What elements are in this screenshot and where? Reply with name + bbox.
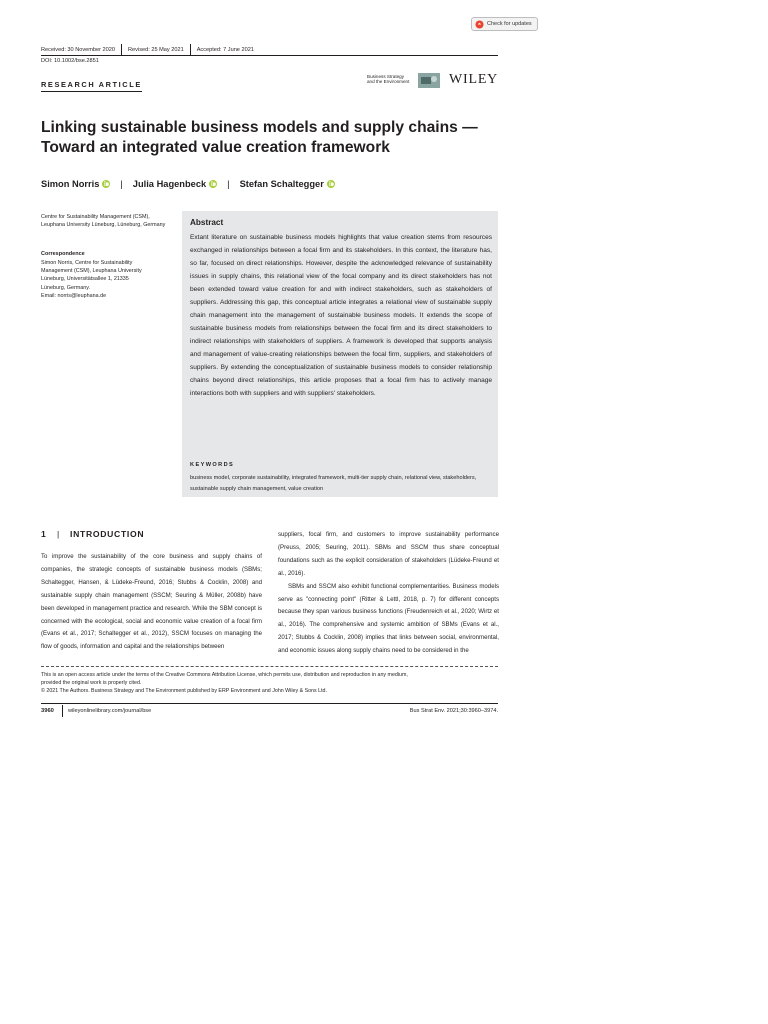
body-column-left bbox=[41, 551, 262, 654]
date-divider bbox=[190, 44, 191, 55]
journal-name-line1: Business Strategy bbox=[367, 74, 405, 79]
journal-logo bbox=[367, 73, 440, 88]
orcid-icon[interactable] bbox=[102, 180, 110, 188]
affiliation: Centre for Sustainability Management (CSM), Leuphana University Lüneburg, Lüneburg, Germany bbox=[41, 214, 166, 229]
section-number: 1 bbox=[41, 529, 46, 539]
article-type: RESEARCH ARTICLE bbox=[41, 80, 142, 89]
copyright-line: © 2021 The Authors. Business Strategy and The Environment published by ERP Environment and John Wiley & Sons Ltd. bbox=[41, 688, 327, 695]
journal-name bbox=[367, 74, 409, 84]
abstract-heading: Abstract bbox=[190, 218, 224, 227]
citation: Bus Strat Env. 2021;30:3960–3974. bbox=[409, 708, 498, 714]
correspondence-line: Simon Norris, Centre for Sustainability bbox=[41, 260, 133, 266]
accepted-date: Accepted: 7 June 2021 bbox=[196, 46, 254, 53]
article-dates bbox=[41, 44, 254, 55]
license-line: provided the original work is properly cited. bbox=[41, 680, 142, 687]
revised-date: Revised: 25 May 2021 bbox=[128, 46, 184, 53]
footer-divider bbox=[62, 705, 63, 717]
author-name[interactable]: Stefan Schaltegger bbox=[239, 179, 324, 189]
article-title: Linking sustainable business models and supply chains — Toward an integrated value creation framework bbox=[41, 119, 478, 156]
received-date: Received: 30 November 2020 bbox=[41, 46, 116, 53]
author-name[interactable]: Simon Norris bbox=[41, 179, 100, 189]
section-separator: | bbox=[57, 529, 60, 539]
doi[interactable]: DOI: 10.1002/bse.2851 bbox=[41, 58, 99, 64]
footer-rule bbox=[41, 703, 498, 704]
check-for-updates-button[interactable] bbox=[471, 17, 538, 31]
journal-cover-icon bbox=[418, 73, 440, 88]
date-divider bbox=[121, 44, 122, 55]
body-paragraph: To improve the sustainability of the core business and supply chains of companies, the strategic concepts of sustainable business models (SBMs; Schaltegger, Hansen, & Lüdeke-Freund, 2016; Stubbs & Cocklin, 2008) and sustainable supply chain management (SSCM; Seuring & Müller, 2008b) have been developed in management practice and research. While the SBM concept is concerned with the ecological, social and economic value creation of a focal firm (Evans et al., 2017; Schaltegger et al., 2012), SSCM focuses on managing the flow of goods, information and capital and the relationships between bbox=[41, 553, 262, 651]
publisher-logo: WILEY bbox=[449, 72, 499, 87]
body-paragraph: suppliers, focal firm, and customers to improve sustainability performance (Preuss, 2005; Seuring, 2011). SBMs and SSCM thus share conceptual foundations such as the explicit consideration of stakeholders (Lüdeke-Freund et al., 2016). bbox=[278, 531, 499, 577]
body-paragraph: SBMs and SSCM also exhibit functional complementarities. Business models serve as "connecting point" (Ritter & Lettl, 2018, p. 7) for different concepts because they span various business functions (Freudenreich et al., 2020; Wirtz et al., 2016). The comprehensive and systemic ambition of SBMs (Evans et al., 2017; Stubbs & Cocklin, 2008) implies that links between social, environmental, and economic issues along supply chains need to be considered in the bbox=[278, 582, 499, 655]
correspondence-line: Lüneburg, Universitätsallee 1, 21335 bbox=[41, 276, 129, 283]
abstract-text: Extant literature on sustainable business models highlights that value creation stems from resources exchanged in relationships between a focal firm and its stakeholders. In this context, the literature has, so far, focused on direct relationships. However, despite the acknowledged relevance of sustainability issues in supply chains, this relational view of the focal company and its direct stakeholders has not been extended toward value creation for and with indirect stakeholders, such as stakeholders of suppliers. Addressing this gap, this conceptual article integrates a relational view of sustainable supply chain management into the management of sustainable business models. It extends the scope of sustainable business models from relationships between the focal firm and its direct stakeholders to indirect relationships with stakeholders of suppliers. A framework is developed that supports analysis and management of value-creating relationships between the focal firm, suppliers, and stakeholders of suppliers. By extending the conceptualization of sustainable business models to consider relationship chains beyond direct relationships, this article proposes that a focal firm has to actively manage interactions both with suppliers and with suppliers' stakeholders. bbox=[190, 234, 492, 398]
author-list bbox=[41, 179, 335, 189]
license-notice bbox=[41, 671, 498, 696]
license-divider bbox=[41, 666, 498, 667]
author-name[interactable]: Julia Hagenbeck bbox=[132, 179, 207, 189]
journal-url[interactable]: wileyonlinelibrary.com/journal/bse bbox=[68, 708, 152, 714]
correspondence-line: Management (CSM), Leuphana University bbox=[41, 268, 142, 275]
keywords-heading: KEYWORDS bbox=[190, 462, 235, 468]
section-title: INTRODUCTION bbox=[70, 529, 145, 539]
author-separator: | bbox=[120, 179, 123, 189]
correspondence-heading: Correspondence bbox=[41, 251, 85, 257]
journal-name-line2: and the Environment bbox=[367, 79, 410, 84]
correspondence-line: Lüneburg, Germany. bbox=[41, 284, 91, 291]
correspondence-details bbox=[41, 259, 171, 300]
body-column-right bbox=[278, 529, 499, 658]
header-rule bbox=[41, 55, 498, 56]
correspondence-email[interactable]: Email: norris@leuphana.de bbox=[41, 292, 107, 299]
orcid-icon[interactable] bbox=[327, 180, 335, 188]
keywords-text: business model, corporate sustainability, integrated framework, multi-tier supply chain, relational view, stakeholders, sustainable supply chain management, value creation bbox=[190, 475, 477, 492]
update-icon bbox=[475, 20, 484, 29]
author-separator: | bbox=[227, 179, 230, 189]
page-number: 3960 bbox=[41, 708, 54, 714]
orcid-icon[interactable] bbox=[209, 180, 217, 188]
check-for-updates-label: Check for updates bbox=[487, 21, 532, 27]
license-line: This is an open access article under the terms of the Creative Commons Attribution License, which permits use, distribution and reproduction in any medium, bbox=[41, 672, 408, 678]
article-type-underline bbox=[41, 91, 142, 92]
